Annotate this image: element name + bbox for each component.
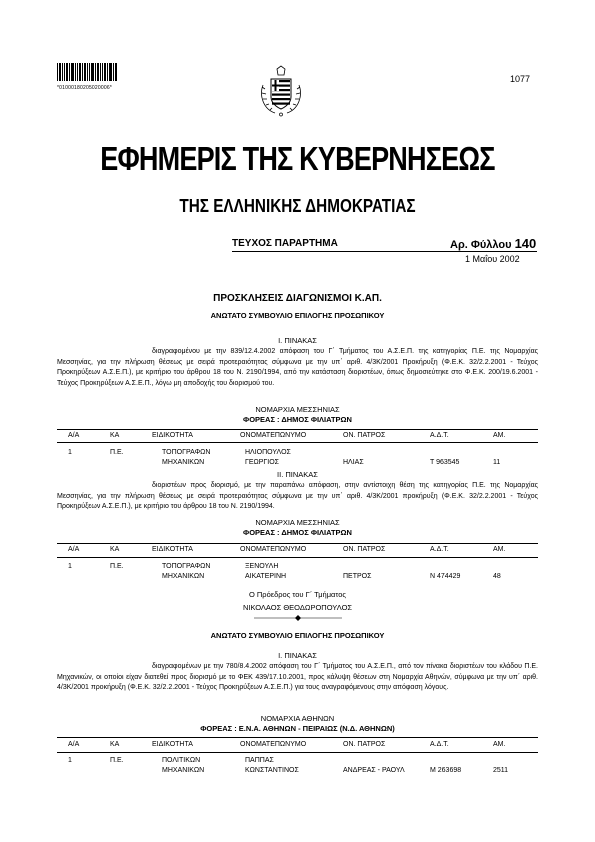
cell-am: 2511 bbox=[493, 767, 509, 774]
cell-aa: 1 bbox=[68, 449, 72, 456]
col-header-adt: Α.Δ.Τ. bbox=[430, 432, 449, 439]
cell-father: ΑΝΔΡΕΑΣ - ΡΑΟΥΛ bbox=[343, 767, 405, 774]
col-header-aa: Α/Α bbox=[68, 432, 80, 439]
col-header-am: ΑΜ. bbox=[493, 546, 506, 553]
notice2-body: ΑΝΩΤΑΤΟ ΣΥΜΒΟΥΛΙΟ ΕΠΙΛΟΓΗΣ ΠΡΟΣΩΠΙΚΟΥ bbox=[210, 631, 385, 640]
cell-father: ΠΕΤΡΟΣ bbox=[343, 573, 372, 580]
table-rule bbox=[57, 737, 538, 738]
section-title: ΠΡΟΣΚΛΗΣΕΙΣ ΔΙΑΓΩΝΙΣΜΟΙ Κ.ΑΠ. bbox=[213, 293, 382, 304]
col-header-name: ΟΝΟΜΑΤΕΠΩΝΥΜΟ bbox=[240, 546, 307, 553]
sheet-number bbox=[450, 236, 536, 251]
table-rule bbox=[57, 442, 538, 443]
cell-aa: 1 bbox=[68, 563, 72, 570]
cell-name-2: ΑΙΚΑΤΕΡΙΝΗ bbox=[245, 573, 287, 580]
notice1-table1-region: ΝΟΜΑΡΧΙΑ ΜΕΣΣΗΝΙΑΣ bbox=[255, 405, 340, 414]
barcode-number: *01000180205020006* bbox=[57, 85, 112, 91]
col-header-father: ΟΝ. ΠΑΤΡΟΣ bbox=[343, 546, 386, 553]
notice1-table2-text: διοριστέων προς διορισμό, με την παραπάνω απόφαση, στην αντίστοιχη θέση της κατηγορίας Π.Ε. της Νομαρχίας Μεσσηνίας, για την πλήρωση θέσεως με σειρά προτεραιότητας σύμφωνα με την υπ΄ αριθ. 4/3Κ/2001 προκήρυξη (Φ.Ε.Κ. 32/2.2.2001 - Τεύχος Προκηρύξεων Α.Σ.Ε.Π.), με κριτήριο του άρθρου 18 του Ν. 2190/1994. bbox=[57, 482, 538, 510]
cell-specialty-2: ΜΗΧΑΝΙΚΩΝ bbox=[162, 573, 205, 580]
signer-role: Ο Πρόεδρος του Γ΄ Τμήματος bbox=[248, 590, 347, 599]
cell-ka: Π.Ε. bbox=[110, 563, 124, 570]
col-header-specialty: ΕΙΔΙΚΟΤΗΤΑ bbox=[152, 432, 193, 439]
table-rule bbox=[57, 557, 538, 558]
notice1-table2-agency: ΦΟΡΕΑΣ : ΔΗΜΟΣ ΦΙΛΙΑΤΡΩΝ bbox=[243, 528, 352, 537]
col-header-adt: Α.Δ.Τ. bbox=[430, 741, 449, 748]
table-rule bbox=[57, 429, 538, 430]
cell-am: 11 bbox=[493, 459, 501, 466]
col-header-ka: ΚΑ bbox=[110, 546, 120, 553]
cell-name-1: ΞΕΝΟΥΛΗ bbox=[245, 563, 279, 570]
notice2-agency: ΦΟΡΕΑΣ : Ε.Ν.Α. ΑΘΗΝΩΝ - ΠΕΙΡΑΙΩΣ (Ν.Δ. ΑΘΗΝΩΝ) bbox=[200, 724, 395, 733]
gazette-subtitle: ΤΗΣ ΕΛΛΗΝΙΚΗΣ ΔΗΜΟΚΡΑΤΙΑΣ bbox=[179, 196, 416, 216]
col-header-name: ΟΝΟΜΑΤΕΠΩΝΥΜΟ bbox=[240, 741, 307, 748]
cell-aa: 1 bbox=[68, 757, 72, 764]
barcode-icon bbox=[57, 63, 117, 81]
issue-date: 1 Μαΐου 2002 bbox=[465, 254, 520, 264]
cell-specialty-1: ΤΟΠΟΓΡΑΦΩΝ bbox=[162, 449, 211, 456]
notice1-table1-title: Ι. ΠΙΝΑΚΑΣ bbox=[278, 336, 317, 345]
cell-name-2: ΚΩΝΣΤΑΝΤΙΝΟΣ bbox=[245, 767, 299, 774]
col-header-am: ΑΜ. bbox=[493, 741, 506, 748]
notice1-table2-title: ΙΙ. ΠΙΝΑΚΑΣ bbox=[277, 470, 318, 479]
divider-ornament-icon bbox=[254, 615, 342, 621]
sheet-value: 140 bbox=[514, 236, 537, 251]
cell-father: ΗΛΙΑΣ bbox=[343, 459, 364, 466]
col-header-father: ΟΝ. ΠΑΤΡΟΣ bbox=[343, 432, 386, 439]
gazette-title: ΕΦΗΜΕΡΙΣ ΤΗΣ ΚΥΒΕΡΝΗΣΕΩΣ bbox=[100, 140, 495, 177]
page-number: 1077 bbox=[510, 74, 531, 84]
sheet-label: Αρ. Φύλλου bbox=[450, 239, 512, 251]
cell-adt: Μ 263698 bbox=[430, 767, 462, 774]
notice2-region: ΝΟΜΑΡΧΙΑ ΑΘΗΝΩΝ bbox=[260, 714, 335, 723]
cell-name-2: ΓΕΩΡΓΙΟΣ bbox=[245, 459, 279, 466]
notice2-table-text: διαγραφομένων με την 780/8.4.2002 απόφαση του Γ΄ Τμήματος του Α.Σ.Ε.Π., από τον πίνακα διοριστέων του κλάδου Π.Ε. Μηχανικών, οι οποίοι είχαν διατεθεί προς διορισμό με το ΦΕΚ 439/17.10.2001, προς κάλυψη θέσεων στη Νομαρχία Αθηνών, σύμφωνα με την υπ΄ αριθ. 4/3Κ/2001 προκήρυξη (Φ.Ε.Κ. 32/2.2.2001 - Τεύχος Προκηρύξεων Α.Σ.Ε.Π.) για τους αναγραφόμενους στην απόφαση λόγους. bbox=[57, 663, 538, 691]
table-rule bbox=[57, 543, 538, 544]
notice1-table1-text: διαγραφομένου με την 839/12.4.2002 απόφαση του Γ΄ Τμήματος του Α.Σ.Ε.Π. της κατηγορίας Π.Ε. της Νομαρχίας Μεσσηνίας, για την πλήρωση θέσεως με σειρά προτεραιότητας σύμφωνα με την υπ΄ αριθ. 4/3Κ/2001 Προκήρυξη (Φ.Ε.Κ. 32/2.2.2001 - Τεύχος Προκηρύξεων Α.Σ.Ε.Π.), με κριτήριο του άρθρου 18 του Ν. 2190/1994, από την κατάσταση διοριστέων, όπως δημοσιεύτηκε στο Φ.Ε.Κ. 200/19.6.2001 - Τεύχος Προκηρύξεων Α.Σ.Ε.Π., λόγω μη αποδοχής του διορισμού του. bbox=[57, 348, 538, 387]
col-header-name: ΟΝΟΜΑΤΕΠΩΝΥΜΟ bbox=[240, 432, 307, 439]
table-rule bbox=[57, 752, 538, 753]
col-header-aa: Α/Α bbox=[68, 741, 80, 748]
notice1-table2-region: ΝΟΜΑΡΧΙΑ ΜΕΣΣΗΝΙΑΣ bbox=[255, 518, 340, 527]
col-header-ka: ΚΑ bbox=[110, 741, 120, 748]
notice1-body: ΑΝΩΤΑΤΟ ΣΥΜΒΟΥΛΙΟ ΕΠΙΛΟΓΗΣ ΠΡΟΣΩΠΙΚΟΥ bbox=[210, 311, 385, 320]
col-header-father: ΟΝ. ΠΑΤΡΟΣ bbox=[343, 741, 386, 748]
cell-ka: Π.Ε. bbox=[110, 449, 124, 456]
cell-specialty-1: ΠΟΛΙΤΙΚΩΝ bbox=[162, 757, 201, 764]
cell-adt: Τ 963545 bbox=[430, 459, 460, 466]
issue-type: ΤΕΥΧΟΣ ΠΑΡΑΡΤΗΜΑ bbox=[232, 238, 338, 249]
header-rule bbox=[232, 251, 537, 252]
col-header-specialty: ΕΙΔΙΚΟΤΗΤΑ bbox=[152, 741, 193, 748]
cell-specialty-2: ΜΗΧΑΝΙΚΩΝ bbox=[162, 767, 205, 774]
cell-specialty-1: ΤΟΠΟΓΡΑΦΩΝ bbox=[162, 563, 211, 570]
col-header-aa: Α/Α bbox=[68, 546, 80, 553]
cell-ka: Π.Ε. bbox=[110, 757, 124, 764]
cell-am: 48 bbox=[493, 573, 501, 580]
col-header-specialty: ΕΙΔΙΚΟΤΗΤΑ bbox=[152, 546, 193, 553]
greek-coat-of-arms-icon bbox=[257, 65, 305, 117]
col-header-am: ΑΜ. bbox=[493, 432, 506, 439]
notice2-table-title: Ι. ΠΙΝΑΚΑΣ bbox=[278, 651, 317, 660]
col-header-ka: ΚΑ bbox=[110, 432, 120, 439]
notice1-table1-agency: ΦΟΡΕΑΣ : ΔΗΜΟΣ ΦΙΛΙΑΤΡΩΝ bbox=[243, 415, 352, 424]
col-header-adt: Α.Δ.Τ. bbox=[430, 546, 449, 553]
cell-name-1: ΠΑΠΠΑΣ bbox=[245, 757, 274, 764]
cell-adt: Ν 474429 bbox=[430, 573, 461, 580]
cell-specialty-2: ΜΗΧΑΝΙΚΩΝ bbox=[162, 459, 205, 466]
cell-name-1: ΗΛΙΟΠΟΥΛΟΣ bbox=[245, 449, 291, 456]
signer-name: ΝΙΚΟΛΑΟΣ ΘΕΟΔΩΡΟΠΟΥΛΟΣ bbox=[242, 603, 353, 612]
